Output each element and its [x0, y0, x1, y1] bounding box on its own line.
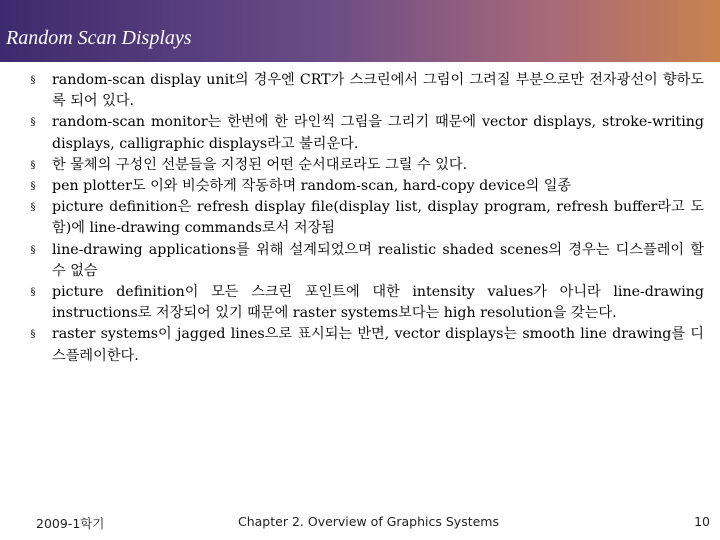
- page-title: Random Scan Displays: [6, 27, 192, 49]
- bullet-text: random-scan display unit의 경우엔 CRT가 스크린에서 그림이 그려질 부분으로만 전자광선이 향하도록 되어 있다.: [52, 72, 704, 110]
- bullet-text: picture definition은 refresh display file(display list, display program, refresh buffer라고 도 함)에 line-drawing commands로서 저장됨: [52, 199, 704, 237]
- list-item: [28, 324, 704, 366]
- title-bar: [0, 0, 720, 62]
- list-item: [28, 197, 704, 239]
- bullet-icon: §: [30, 75, 36, 86]
- list-item: [28, 70, 704, 112]
- bullet-text: 한 물체의 구성인 선분들을 지정된 어떤 순서대로라도 그릴 수 있다.: [52, 156, 468, 173]
- bullet-icon: §: [30, 287, 36, 299]
- bullet-icon: §: [30, 117, 36, 129]
- list-item: [28, 240, 704, 282]
- bullet-icon: §: [30, 329, 36, 341]
- bullet-list: [28, 70, 704, 367]
- bullet-text: raster systems이 jagged lines으로 표시되는 반면, vector displays는 smooth line drawing를 디스플레이한다.: [52, 326, 704, 364]
- page-number: 10: [694, 514, 710, 529]
- bullet-icon: §: [30, 244, 36, 256]
- bullet-text: random-scan monitor는 한번에 한 라인씩 그림을 그리기 때문에 vector displays, stroke-writing displays, calligraphic displays라고 불리운다.: [52, 114, 704, 152]
- list-item: [28, 176, 704, 197]
- bullet-icon: §: [30, 159, 36, 171]
- list-item: [28, 155, 704, 176]
- list-item: [28, 112, 704, 154]
- bullet-text: pen plotter도 이와 비슷하게 작동하며 random-scan, hard-copy device의 일종: [52, 178, 572, 195]
- bullet-icon: §: [30, 181, 36, 193]
- footer-chapter: Chapter 2. Overview of Graphics Systems: [238, 514, 499, 529]
- footer-semester: 2009-1학기: [36, 516, 105, 531]
- list-item: [28, 282, 704, 324]
- bullet-icon: §: [30, 202, 36, 214]
- bullet-text: picture definition이 모든 스크린 포인트에 대한 intensity values가 아니라 line-drawing instructions로 저장되어 있기 때문에 raster systems보다는 high resolution을 갖는다.: [52, 284, 704, 322]
- bullet-text: line-drawing applications를 위해 설계되었으며 realistic shaded scenes의 경우는 디스플레이 할 수 없슴: [52, 241, 704, 279]
